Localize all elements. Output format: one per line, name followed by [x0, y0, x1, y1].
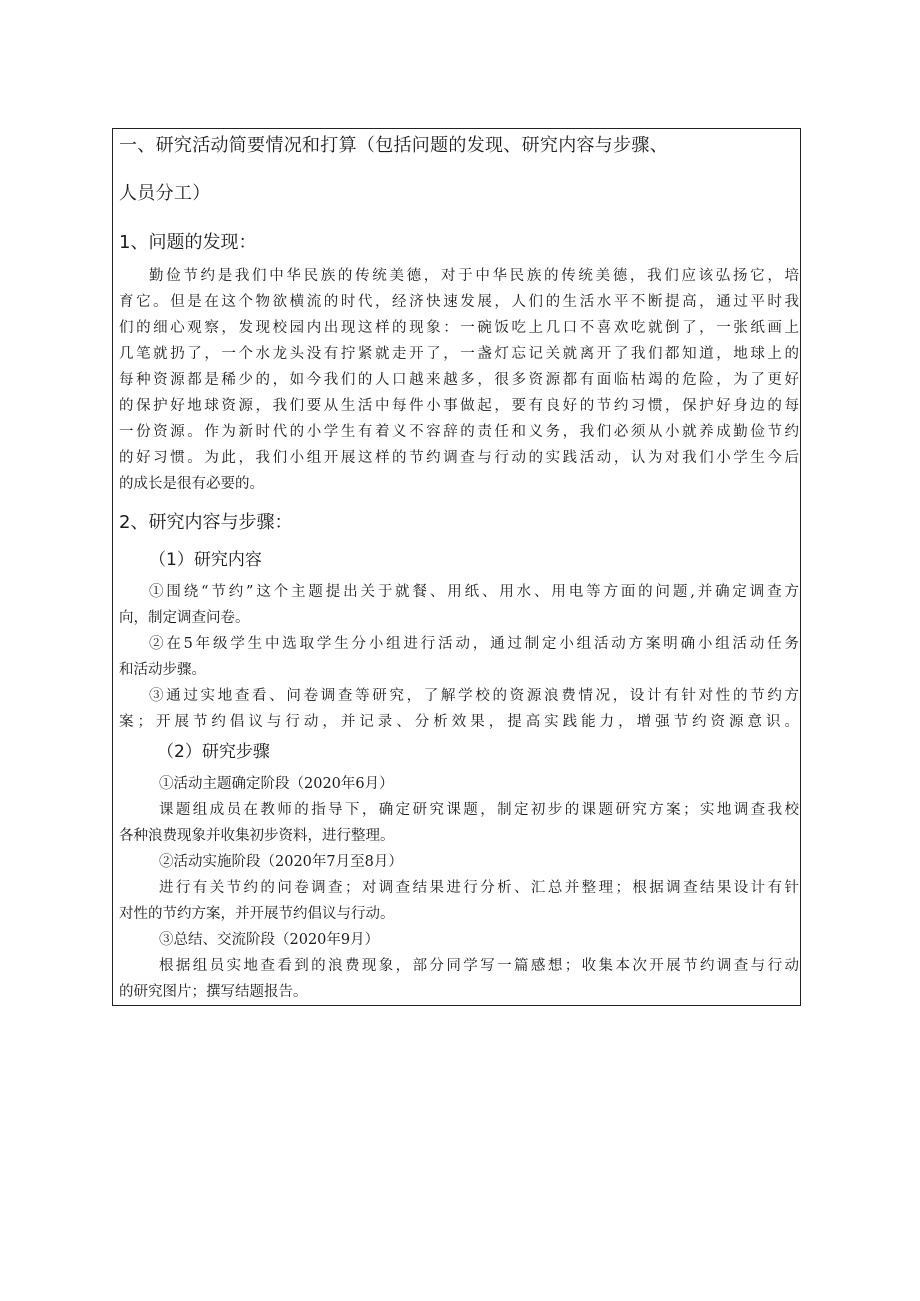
- research-step-line: 课题组成员在教师的指导下，确定研究课题，制定初步的课题研究方案；实地调查我校: [159, 802, 799, 818]
- research-content-line: 向，制定调查问卷。: [119, 610, 250, 626]
- discovery-paragraph-line: 的成长是很有必要的。: [119, 476, 264, 492]
- research-content-line: 案；开展节约倡议与行动，并记录、分析效果，提高实践能力，增强节约资源意识。: [119, 714, 799, 730]
- research-step-line: 进行有关节约的问卷调查；对调查结果进行分析、汇总并整理；根据调查结果设计有针: [159, 880, 799, 896]
- research-content-line: ②在5年级学生中选取学生分小组进行活动，通过制定小组活动方案明确小组活动任务: [149, 636, 799, 652]
- research-step-line: 对性的节约方案，并开展节约倡议与行动。: [119, 906, 395, 922]
- research-step-line: ②活动实施阶段（2020年7月至8月）: [159, 854, 403, 870]
- document-table-cell: [112, 128, 801, 1006]
- research-content-line: 和活动步骤。: [119, 662, 206, 678]
- discovery-paragraph-line: 育它。但是在这个物欲横流的时代，经济快速发展，人们的生活水平不断提高，通过平时我: [119, 294, 799, 310]
- discovery-paragraph-line: 每种资源都是稀少的，如今我们的人口越来越多，很多资源都有面临枯竭的危险，为了更好: [119, 372, 799, 388]
- section-title-line-1: 一、研究活动简要情况和打算（包括问题的发现、研究内容与步骤、: [119, 135, 668, 156]
- discovery-paragraph-line: 的保护好地球资源，我们要从生活中每件小事做起，要有良好的节约习惯，保护好身边的每: [119, 398, 799, 414]
- research-content-heading: （1）研究内容: [149, 550, 262, 570]
- research-step-line: ①活动主题确定阶段（2020年6月）: [159, 776, 394, 792]
- section-title-line-2: 人员分工）: [119, 183, 211, 204]
- research-step-line: 的研究图片；撰写结题报告。: [119, 984, 308, 1000]
- discovery-paragraph-line: 勤俭节约是我们中华民族的传统美德，对于中华民族的传统美德，我们应该弘扬它，培: [149, 268, 799, 284]
- research-content-line: ①围绕“节约”这个主题提出关于就餐、用纸、用水、用电等方面的问题,并确定调查方: [149, 584, 799, 600]
- discovery-paragraph-line: 一份资源。作为新时代的小学生有着义不容辞的责任和义务，我们必须从小就养成勤俭节约: [119, 424, 799, 440]
- research-step-line: ③总结、交流阶段（2020年9月）: [159, 932, 380, 948]
- research-step-line: 各种浪费现象并收集初步资料，进行整理。: [119, 828, 395, 844]
- discovery-heading: 1、问题的发现：: [119, 232, 257, 253]
- discovery-paragraph-line: 几笔就扔了，一个水龙头没有拧紧就走开了，一盏灯忘记关就离开了我们都知道，地球上的: [119, 346, 799, 362]
- discovery-paragraph-line: 们的细心观察，发现校园内出现这样的现象：一碗饭吃上几口不喜欢吃就倒了，一张纸画上: [119, 320, 799, 336]
- research-heading: 2、研究内容与步骤：: [119, 512, 293, 533]
- research-content-line: ③通过实地查看、问卷调查等研究，了解学校的资源浪费情况，设计有针对性的节约方: [149, 688, 799, 704]
- research-steps-heading: （2）研究步骤: [157, 742, 270, 762]
- discovery-paragraph-line: 的好习惯。为此，我们小组开展这样的节约调查与行动的实践活动，认为对我们小学生今后: [119, 450, 799, 466]
- research-step-line: 根据组员实地查看到的浪费现象，部分同学写一篇感想；收集本次开展节约调查与行动: [159, 958, 799, 974]
